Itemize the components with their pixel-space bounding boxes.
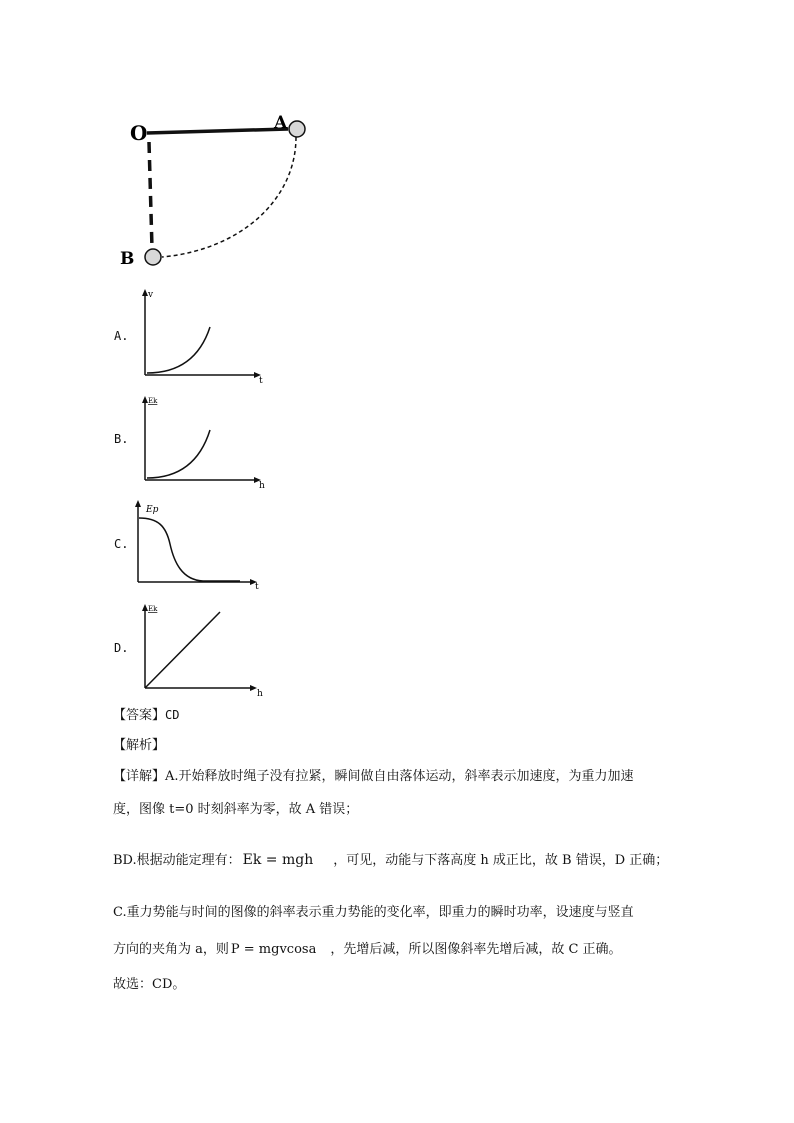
detail-label: 【详解】	[113, 769, 166, 784]
label-o: O	[130, 121, 148, 145]
detail-c-prefix: 方向的夹角为 a，则	[113, 942, 229, 957]
graph-c-y-arrow	[135, 500, 141, 507]
answer-line	[113, 705, 179, 726]
answer-label: 【答案】	[113, 708, 166, 723]
detail-c-formula: P = mgvcosa	[230, 942, 317, 957]
detail-c-line2	[113, 940, 622, 960]
detail-a-line1	[113, 767, 634, 787]
graph-c-curve	[139, 518, 240, 581]
graph-b	[135, 390, 270, 490]
detail-bd-suffix: ，可见，动能与下落高度 h 成正比，故 B 错误，D 正确；	[333, 853, 669, 868]
ball-a	[289, 121, 305, 137]
detail-c-line1: C.重力势能与时间的图像的斜率表示重力势能的变化率，即重力的瞬时功率，设速度与竖直	[113, 905, 634, 920]
graph-c-x-label: t	[255, 582, 259, 592]
detail-bd-prefix: BD.根据动能定理有：	[113, 853, 241, 868]
graph-d-x-arrow	[250, 685, 257, 691]
graph-c-y-label: Ep	[146, 505, 159, 515]
option-c-letter: C.	[114, 537, 129, 551]
analysis-label: 【解析】	[113, 738, 166, 753]
graph-d-line	[145, 612, 220, 688]
graph-b-x-label: h	[259, 481, 265, 490]
option-b-letter: B.	[114, 432, 129, 446]
graph-a-y-label: v	[148, 290, 154, 300]
graph-a	[135, 285, 270, 385]
option-d-letter: D.	[114, 641, 129, 655]
label-b: B	[120, 249, 135, 269]
rope-oa	[147, 129, 288, 133]
graph-b-y-label: Ek	[148, 397, 158, 405]
ball-b	[145, 249, 161, 265]
label-a: A	[274, 113, 288, 133]
arc-path	[162, 137, 296, 257]
rope-ob	[149, 142, 152, 248]
graph-d-y-label: Ek	[148, 605, 158, 613]
answer-value: CD	[165, 708, 180, 722]
graph-a-curve	[147, 327, 210, 373]
graph-b-curve	[147, 430, 210, 478]
detail-bd-line	[113, 850, 668, 871]
detail-c-suffix: ，先增后减，所以图像斜率先增后减，故 C 正确。	[330, 942, 622, 957]
pendulum-figure	[110, 100, 330, 275]
detail-a-text1: A.开始释放时绳子没有拉紧，瞬间做自由落体运动，斜率表示加速度，为重力加速	[165, 769, 634, 784]
graph-d	[135, 598, 270, 698]
detail-a-line2: 度，图像 t=0 时刻斜率为零，故 A 错误；	[113, 802, 359, 817]
graph-c	[128, 498, 268, 593]
detail-bd-formula: Ek = mgh	[242, 852, 314, 868]
option-a-letter: A.	[114, 329, 129, 343]
graph-a-x-label: t	[259, 376, 263, 385]
graph-d-x-label: h	[257, 689, 263, 698]
conclusion: 故选：CD。	[113, 977, 186, 992]
